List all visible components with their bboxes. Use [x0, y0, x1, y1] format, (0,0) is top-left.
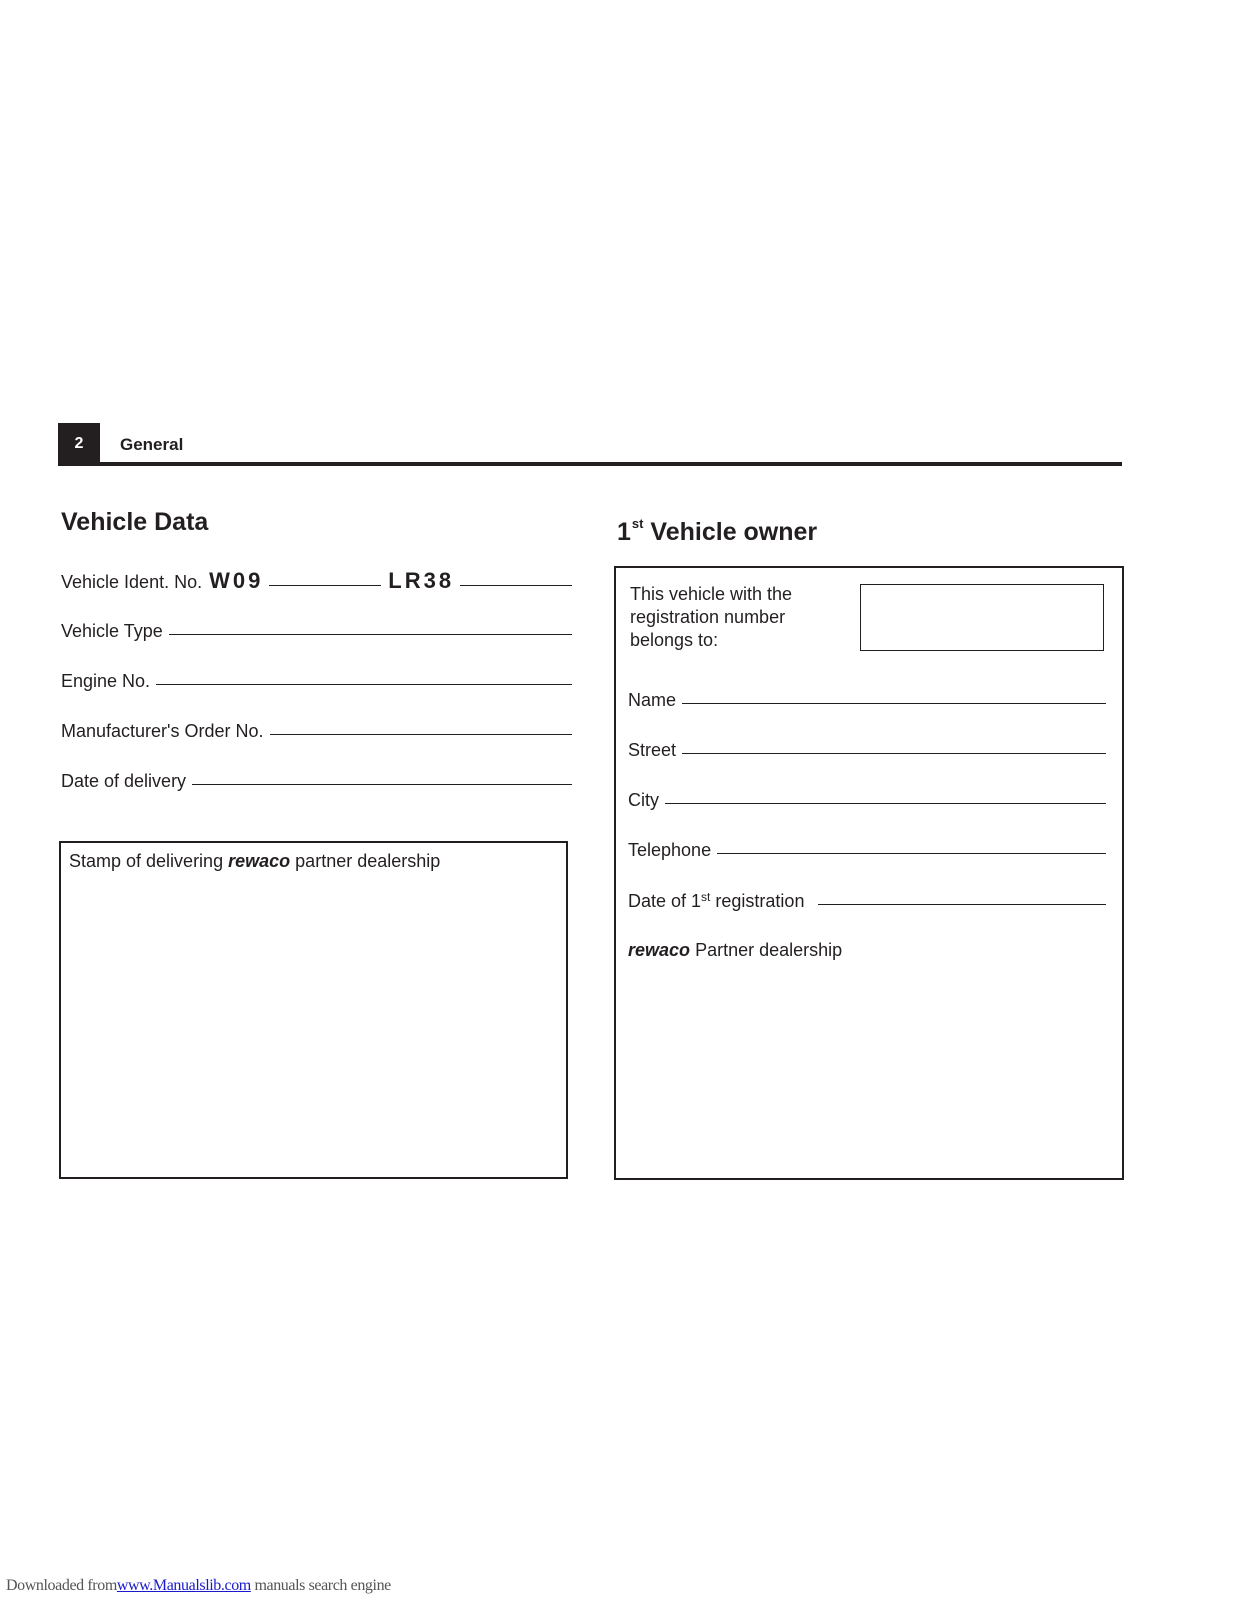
order-no-blank[interactable]: [270, 734, 572, 735]
owner-street-label: Street: [628, 740, 677, 760]
registration-note-line1: This vehicle with the: [630, 584, 793, 604]
footer-prefix: Downloaded from: [6, 1577, 117, 1594]
vin-suffix: LR38: [388, 568, 455, 593]
owner-name-blank[interactable]: [682, 703, 1106, 704]
engine-no-field: [61, 671, 572, 692]
owner-box: [614, 566, 1124, 1180]
owner-title-num: 1: [617, 518, 631, 546]
footer-link[interactable]: www.Manualslib.com: [116, 1577, 251, 1594]
section-title: General: [120, 435, 184, 454]
vin-blank-end[interactable]: [460, 585, 572, 586]
stamp-caption-post: partner dealership: [295, 851, 441, 871]
owner-city-label: City: [628, 790, 659, 810]
vehicle-type-blank[interactable]: [169, 634, 572, 635]
first-registration-label: [628, 890, 804, 912]
vehicle-data-title: Vehicle Data: [61, 508, 209, 536]
dealer-stamp-box: [59, 841, 568, 1179]
owner-title-text: Vehicle owner: [650, 518, 818, 546]
stamp-caption-pre: Stamp of delivering: [69, 851, 224, 871]
owner-city-blank[interactable]: [665, 803, 1106, 804]
footer-suffix: manuals search engine: [254, 1577, 391, 1594]
registration-number-box[interactable]: [860, 584, 1104, 651]
page-number: 2: [58, 423, 100, 465]
engine-no-label: Engine No.: [61, 671, 151, 691]
owner-city-field: [628, 790, 1106, 811]
first-registration-field: [628, 890, 1106, 912]
stamp-brand: rewaco: [228, 851, 291, 871]
registration-note: [630, 583, 830, 652]
owner-dealer-brand: rewaco: [628, 940, 691, 960]
owner-street-blank[interactable]: [682, 753, 1106, 754]
first-registration-pre: Date of 1: [628, 891, 702, 911]
registration-note-line2: registration number: [630, 607, 786, 627]
vin-label: Vehicle Ident. No.: [61, 572, 203, 592]
vehicle-type-label: Vehicle Type: [61, 621, 163, 641]
owner-name-field: [628, 690, 1106, 711]
delivery-date-label: Date of delivery: [61, 771, 187, 791]
owner-name-label: Name: [628, 690, 677, 710]
delivery-date-blank[interactable]: [192, 784, 572, 785]
delivery-date-field: [61, 771, 572, 792]
first-registration-post: registration: [715, 891, 805, 911]
owner-street-field: [628, 740, 1106, 761]
owner-title: [617, 516, 817, 547]
registration-note-line3: belongs to:: [630, 630, 719, 650]
stamp-caption: [69, 851, 440, 872]
footer-note: [6, 1577, 391, 1595]
engine-no-blank[interactable]: [156, 684, 572, 685]
owner-telephone-blank[interactable]: [717, 853, 1106, 854]
owner-telephone-label: Telephone: [628, 840, 712, 860]
order-no-field: [61, 721, 572, 742]
header-rule: [58, 462, 1122, 466]
vin-blank-middle[interactable]: [269, 585, 381, 586]
vehicle-type-field: [61, 621, 572, 642]
vin-prefix: W09: [209, 568, 264, 593]
owner-title-sup: st: [631, 516, 644, 531]
vin-field: [61, 568, 572, 594]
owner-telephone-field: [628, 840, 1106, 861]
order-no-label: Manufacturer's Order No.: [61, 721, 264, 741]
owner-dealer-text: Partner dealership: [695, 940, 843, 960]
first-registration-sup: st: [701, 890, 711, 904]
first-registration-blank[interactable]: [818, 904, 1106, 905]
owner-dealership-label: [628, 940, 842, 961]
